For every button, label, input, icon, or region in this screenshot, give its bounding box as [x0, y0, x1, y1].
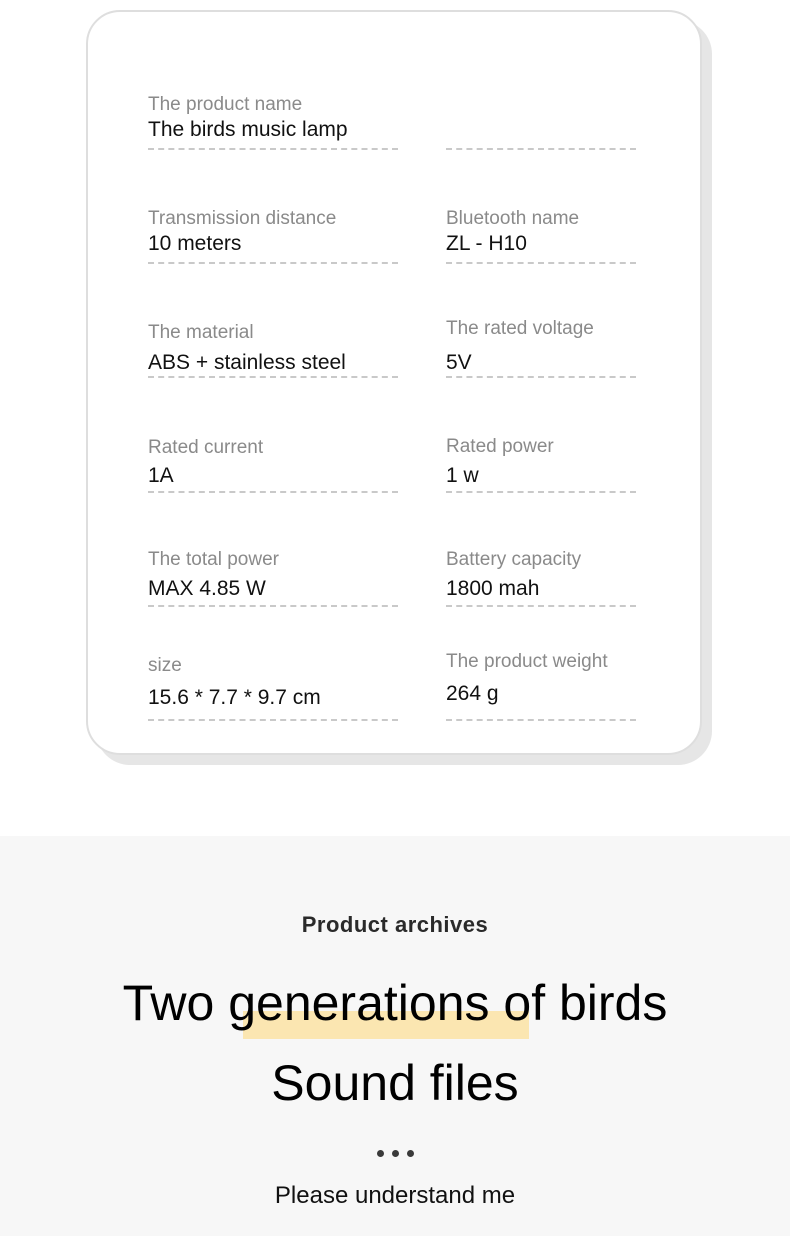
- spec-material: [148, 322, 398, 382]
- spec-rated-current: [148, 437, 398, 497]
- spec-value: ZL - H10: [446, 232, 527, 255]
- spec-label: The total power: [148, 549, 279, 570]
- dashed-divider: [446, 148, 636, 150]
- spec-value: The birds music lamp: [148, 118, 348, 141]
- dashed-divider: [446, 605, 636, 607]
- spec-label: The product weight: [446, 651, 608, 672]
- spec-card: [86, 10, 702, 755]
- dashed-divider: [148, 719, 398, 721]
- spec-battery-capacity: [446, 549, 636, 611]
- dashed-divider: [148, 491, 398, 493]
- spec-label: The material: [148, 322, 254, 343]
- spec-value: 15.6 * 7.7 * 9.7 cm: [148, 686, 321, 709]
- spec-value: 264 g: [446, 682, 499, 705]
- spec-value: 5V: [446, 351, 472, 374]
- dashed-divider: [148, 262, 398, 264]
- spec-value: 1A: [148, 464, 174, 487]
- spec-value: 1800 mah: [446, 577, 540, 600]
- headline-line-1: Two generations of birds: [122, 975, 668, 1031]
- spec-empty: [446, 94, 636, 154]
- spec-label: The rated voltage: [446, 318, 594, 339]
- spec-label: Rated current: [148, 437, 264, 458]
- spec-product-name: [148, 94, 398, 154]
- ellipsis-dots: [0, 1144, 790, 1162]
- dashed-divider: [446, 719, 636, 721]
- dot: [377, 1150, 384, 1157]
- section-eyebrow: Product archives: [301, 912, 489, 937]
- dashed-divider: [446, 262, 636, 264]
- dot: [407, 1150, 414, 1157]
- spec-value: 10 meters: [148, 232, 242, 255]
- dashed-divider: [446, 376, 636, 378]
- spec-label: Rated power: [446, 436, 554, 457]
- dashed-divider: [446, 491, 636, 493]
- dashed-divider: [148, 605, 398, 607]
- spec-label: The product name: [148, 94, 303, 115]
- spec-total-power: [148, 549, 398, 611]
- spec-rated-voltage: [446, 318, 636, 382]
- spec-bluetooth-name: [446, 208, 636, 268]
- spec-label: Bluetooth name: [446, 208, 580, 229]
- footnote-text: Please understand me: [274, 1182, 516, 1209]
- spec-label: size: [148, 655, 182, 676]
- spec-value: ABS + stainless steel: [148, 351, 346, 374]
- spec-transmission-distance: [148, 208, 398, 268]
- product-archives-section: [0, 836, 790, 1236]
- spec-value: MAX 4.85 W: [148, 577, 266, 600]
- spec-product-weight: [446, 651, 636, 725]
- spec-label: Battery capacity: [446, 549, 582, 570]
- spec-value: 1 w: [446, 464, 479, 487]
- headline-line-2: Sound files: [271, 1055, 519, 1111]
- dashed-divider: [148, 148, 398, 150]
- spec-rated-power: [446, 436, 636, 497]
- dot: [392, 1150, 399, 1157]
- dashed-divider: [148, 376, 398, 378]
- spec-label: Transmission distance: [148, 208, 337, 229]
- spec-size: [148, 655, 398, 725]
